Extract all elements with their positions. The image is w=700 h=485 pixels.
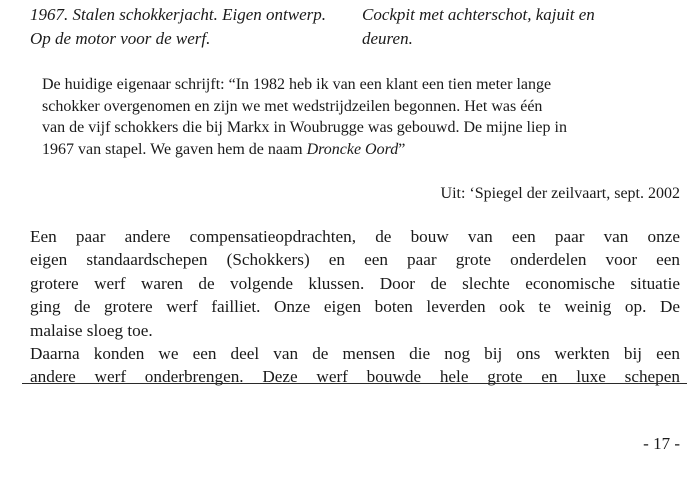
body-line-3: grotere werf waren de volgende klussen. Door de slechte economische situatie: [30, 273, 680, 293]
photo-caption-right: [362, 3, 682, 51]
quote-line-3: van de vijf schokkers die bij Markx in Woubrugge was gebouwd. De mijne liep in: [42, 119, 567, 137]
owner-quote: [42, 74, 682, 160]
quote-line-1: De huidige eigenaar schrijft: “In 1982 heb ik van een klant een tien meter lange: [42, 76, 552, 93]
boat-name: Droncke Oord: [306, 140, 399, 158]
caption-left-line-2: Op de motor voor de werf.: [30, 29, 211, 48]
page-number: - 17 -: [643, 434, 680, 453]
body-line-6: Daarna konden we een deel van de mensen die nog bij ons werkten bij een: [30, 344, 680, 364]
quote-line-2: schokker overgenomen en zijn we met wedstrijdzeilen begonnen. Het was één: [42, 97, 543, 115]
body-line-2: eigen standaardschepen (Schokkers) en een paar grote onderdelen voor een: [30, 250, 680, 270]
quote-source: Uit: ‘Spiegel der zeilvaart, sept. 2002: [440, 185, 680, 202]
body-line-5: malaise sloeg toe.: [30, 320, 153, 340]
body-line-7: andere werf onderbrengen. Deze werf bouwde hele grote en luxe schepen: [30, 367, 680, 387]
body-paragraph: [30, 225, 680, 389]
quote-line-4-suffix: ”: [398, 140, 406, 158]
caption-right-line-1: Cockpit met achterschot, kajuit en: [362, 5, 595, 24]
photo-caption-left: [30, 3, 350, 51]
quote-line-4: [42, 139, 682, 161]
caption-right-line-2: deuren.: [362, 29, 413, 48]
caption-left-line-1: 1967. Stalen schokkerjacht. Eigen ontwerp.: [30, 5, 327, 24]
quote-line-4-prefix: 1967 van stapel. We gaven hem de naam: [42, 140, 307, 158]
body-line-4: ging de grotere werf failliet. Onze eigen boten leverden ook te weinig op. De: [30, 297, 680, 317]
page-divider: [22, 383, 687, 384]
body-line-1: Een paar andere compensatieopdrachten, de bouw van een paar van onze: [30, 227, 680, 246]
